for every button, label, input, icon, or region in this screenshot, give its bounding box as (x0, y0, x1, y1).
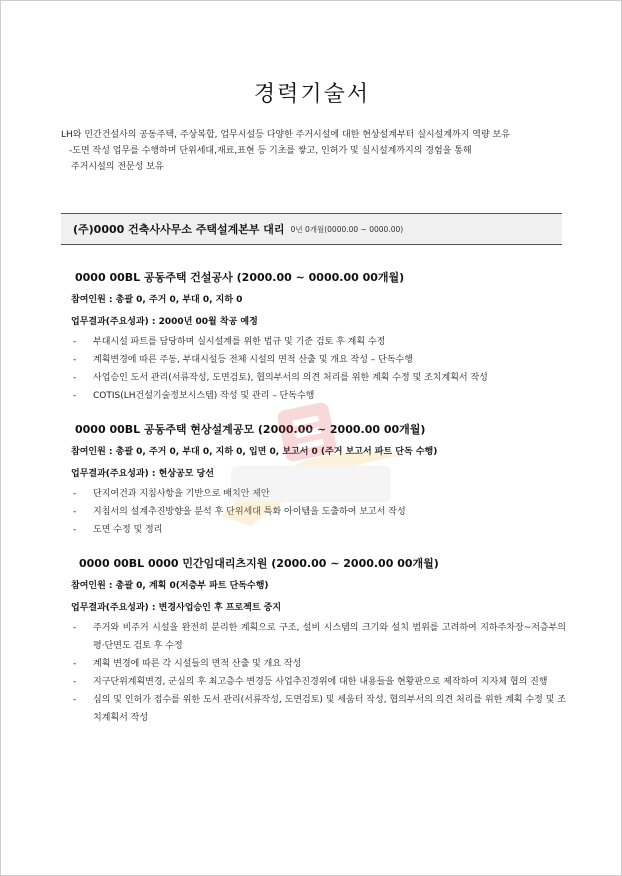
task-item: - 사업승인 도서 관리(서류작성, 도면검토), 협의부서의 의견 처리를 위한 계획 수정 및 조치계획서 작성 (73, 373, 488, 383)
task-item: - 단지여건과 지침사항을 기반으로 배치안 제안 (73, 489, 270, 499)
task-item: - 지침서의 설계추진방향을 분석 후 단위세대 특화 아이템을 도출하여 보고서 작성 (73, 507, 406, 517)
intro-line: -도면 작성 업무를 수행하며 단위세대,재료,표현 등 기초를 쌓고, 인허가 및 실시설계까지의 경험을 통해 (69, 146, 472, 156)
task-list (71, 619, 566, 727)
intro-line: 주거시설의 전문성 보유 (71, 162, 164, 172)
project-title: 0000 00BL 0000 민간임대리츠지원 (2000.00 ~ 2000.00 00개월) (79, 557, 439, 570)
project-section (71, 421, 566, 539)
project-section (71, 555, 566, 727)
project-title: 0000 00BL 공동주택 현상설계공모 (2000.00 ~ 2000.00 00개월) (75, 423, 426, 436)
project-participants: 참여인원 : 총괄 0, 주거 0, 부대 0, 지하 0, 입면 0, 보고서 0 (주거 보고서 파트 단독 수행) (71, 447, 438, 457)
task-item: - COTIS(LH건설기술정보시스템) 작성 및 관리 – 단독수행 (73, 391, 315, 401)
task-item: - 도면 수정 및 정리 (73, 525, 163, 535)
project-result: 업무결과(주요성과) : 2000년 00월 착공 예정 (71, 317, 258, 327)
company-header (61, 213, 562, 245)
task-item: - 부대시설 파트를 담당하며 실시설계를 위한 법규 및 기준 검토 후 계획 수정 (73, 337, 386, 347)
task-item: - 심의 및 인허가 접수를 위한 도서 관리(서류작성, 도면검토) 및 세움터 작성, 협의부서의 의견 처리를 위한 계획 수정 및 조치계획서 작성 (73, 695, 566, 723)
project-section (71, 269, 566, 405)
task-item: - 주거와 비주거 시설을 완전히 분리한 계획으로 구조, 설비 시스템의 크기와 설치 범위를 고려하여 지하주차장~저층부의 평·단면도 검토 후 수정 (73, 623, 566, 651)
intro-line: LH와 민간건설사의 공동주택, 주상복합, 업무시설등 다양한 주거시설에 대한 현상설계부터 실시설계까지 역량 보유 (61, 130, 510, 140)
intro-summary (61, 127, 581, 175)
task-list (71, 485, 566, 539)
task-item: - 계획 변경에 따른 각 시설들의 면적 산출 및 개요 작성 (73, 659, 302, 669)
company-period: 0년 0개월(0000.00 ~ 0000.00) (290, 224, 404, 234)
project-title: 0000 00BL 공동주택 건설공사 (2000.00 ~ 0000.00 00개월) (75, 271, 405, 284)
task-item: - 계획변경에 따른 주동, 부대시설등 전체 시설의 면적 산출 및 개요 작성 – 단독수행 (73, 355, 413, 365)
project-result: 업무결과(주요성과) : 변경사업승인 후 프로젝트 중지 (71, 603, 282, 613)
project-participants: 참여인원 : 총괄 0, 계획 0(저층부 파트 단독수행) (71, 581, 269, 591)
task-item: - 지구단위계획변경, 군심의 후 최고층수 변경등 사업추진경위에 대한 내용들을 현황판으로 제작하여 지자체 협의 진행 (73, 677, 548, 687)
company-name: (주)0000 건축사사무소 주택설계본부 대리 (73, 223, 285, 236)
task-list (71, 333, 566, 405)
document-title: 경력기술서 (253, 82, 371, 107)
project-participants: 참여인원 : 총괄 0, 주거 0, 부대 0, 지하 0 (71, 295, 243, 305)
project-result: 업무결과(주요성과) : 현상공모 당선 (71, 469, 214, 479)
